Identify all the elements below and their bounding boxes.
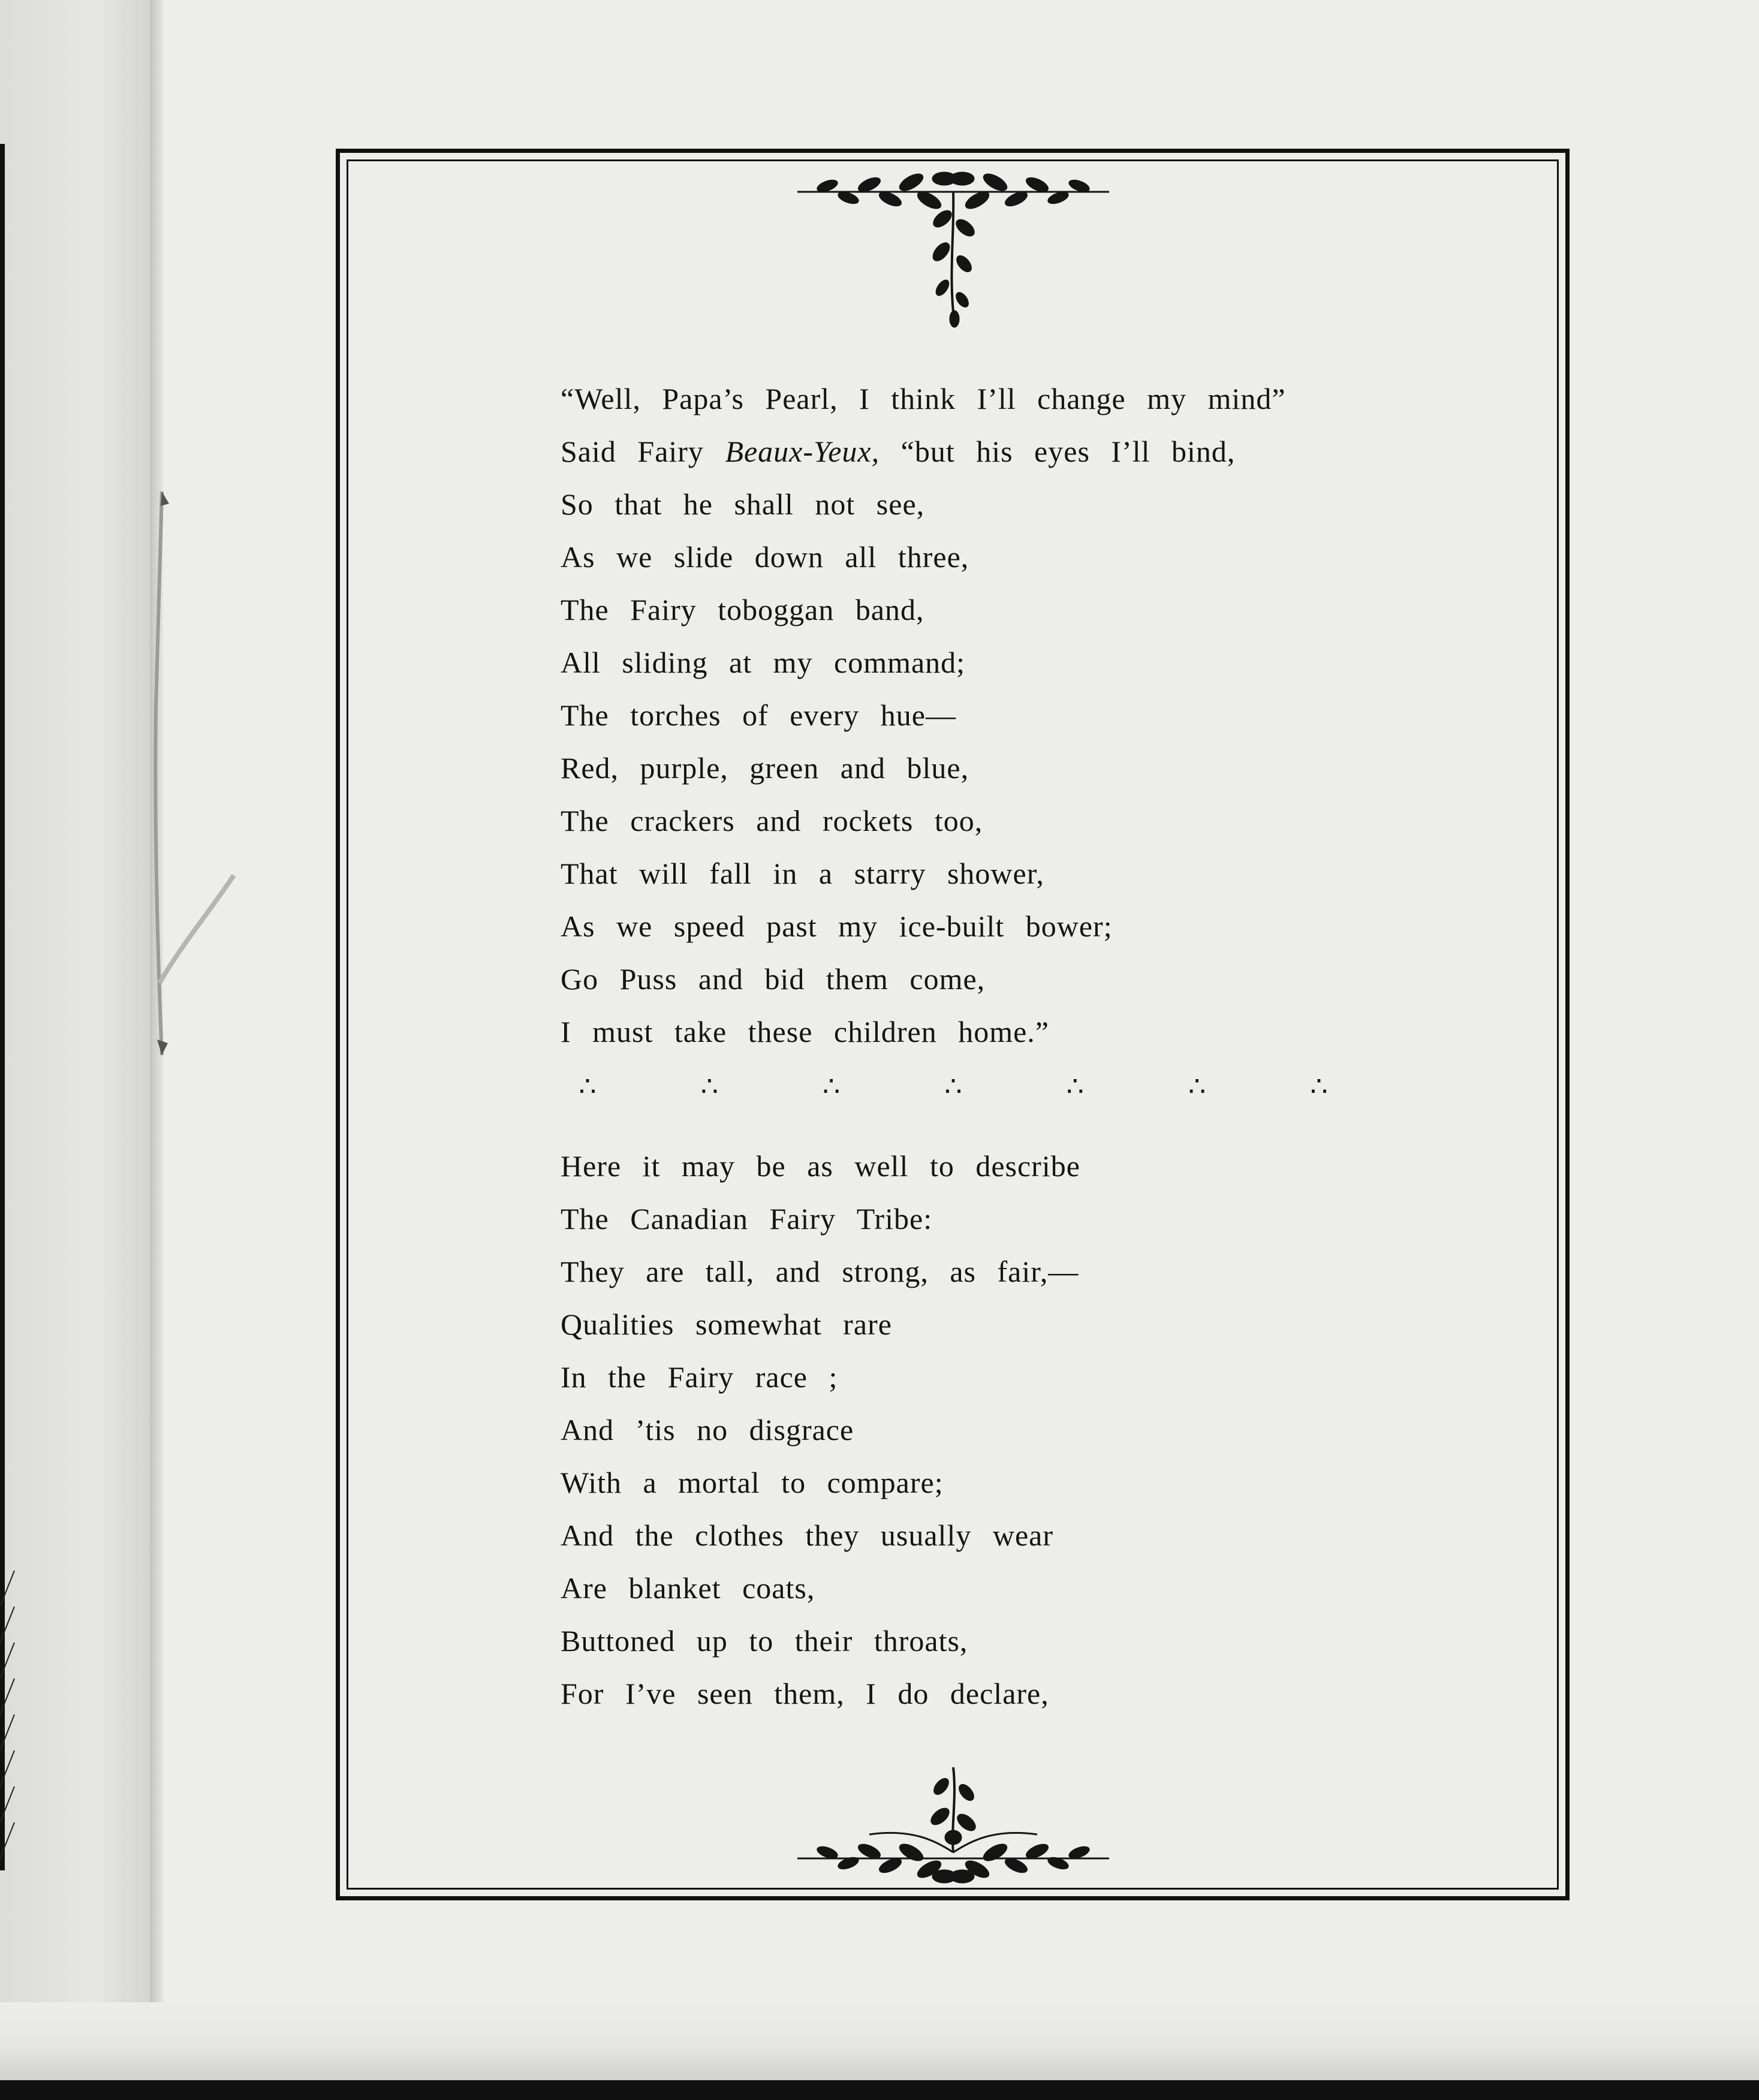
poem-line	[561, 436, 1235, 466]
poem-line: Buttoned up to their throats,	[561, 1624, 968, 1658]
poem-line: “Well, Papa’s Pearl, I think I’ll change my mind”	[561, 382, 1286, 415]
poem-line: So that he shall not see,	[561, 487, 925, 521]
facing-page-edge	[0, 0, 157, 2100]
binding-thread-icon	[144, 492, 252, 1067]
divider-dots-icon: ∴	[823, 1071, 841, 1102]
poem-line: Qualities somewhat rare	[561, 1307, 892, 1341]
poem-line: Are blanket coats,	[561, 1571, 815, 1605]
poem-line: Go Puss and bid them come,	[561, 962, 986, 996]
facing-page-hatching	[0, 1535, 18, 1870]
divider-dots-icon: ∴	[1310, 1071, 1328, 1102]
poem-line: They are tall, and strong, as fair,—	[561, 1255, 1079, 1288]
poem-line: In the Fairy race ;	[561, 1360, 838, 1394]
sprig-ornament-top-icon	[791, 162, 1115, 330]
poem-line: That will fall in a starry shower,	[561, 857, 1044, 890]
sprig-ornament-bottom-icon	[791, 1762, 1115, 1888]
stanza-divider	[576, 1073, 1331, 1101]
fairy-name-italic: Beaux-Yeux,	[725, 435, 880, 468]
poem-line: I must take these children home.”	[561, 1015, 1049, 1049]
poem-line: And ’tis no disgrace	[561, 1413, 854, 1447]
poem-line: The crackers and rockets too,	[561, 804, 983, 837]
poem-line: And the clothes they usually wear	[561, 1518, 1053, 1552]
divider-dots-icon: ∴	[1188, 1071, 1206, 1102]
poem-line: With a mortal to compare;	[561, 1466, 944, 1499]
scan-bottom-edge	[0, 2002, 1759, 2100]
poem-line: For I’ve seen them, I do declare,	[561, 1677, 1049, 1710]
poem-line: The torches of every hue—	[561, 698, 956, 732]
divider-dots-icon: ∴	[944, 1071, 962, 1102]
poem-line-text: “but his eyes I’ll bind,	[900, 435, 1236, 468]
poem-line: As we slide down all three,	[561, 540, 969, 574]
divider-dots-icon: ∴	[1066, 1071, 1084, 1102]
poem-line: All sliding at my command;	[561, 646, 966, 679]
poem-line: The Canadian Fairy Tribe:	[561, 1202, 933, 1236]
divider-dots-icon: ∴	[700, 1071, 718, 1102]
poem-line: Here it may be as well to describe	[561, 1149, 1080, 1183]
divider-dots-icon: ∴	[579, 1071, 597, 1102]
poem-line-text: Said Fairy	[561, 435, 704, 468]
poem-line: The Fairy toboggan band,	[561, 593, 924, 626]
poem-line: As we speed past my ice-built bower;	[561, 909, 1113, 943]
poem-line: Red, purple, green and blue,	[561, 751, 969, 785]
